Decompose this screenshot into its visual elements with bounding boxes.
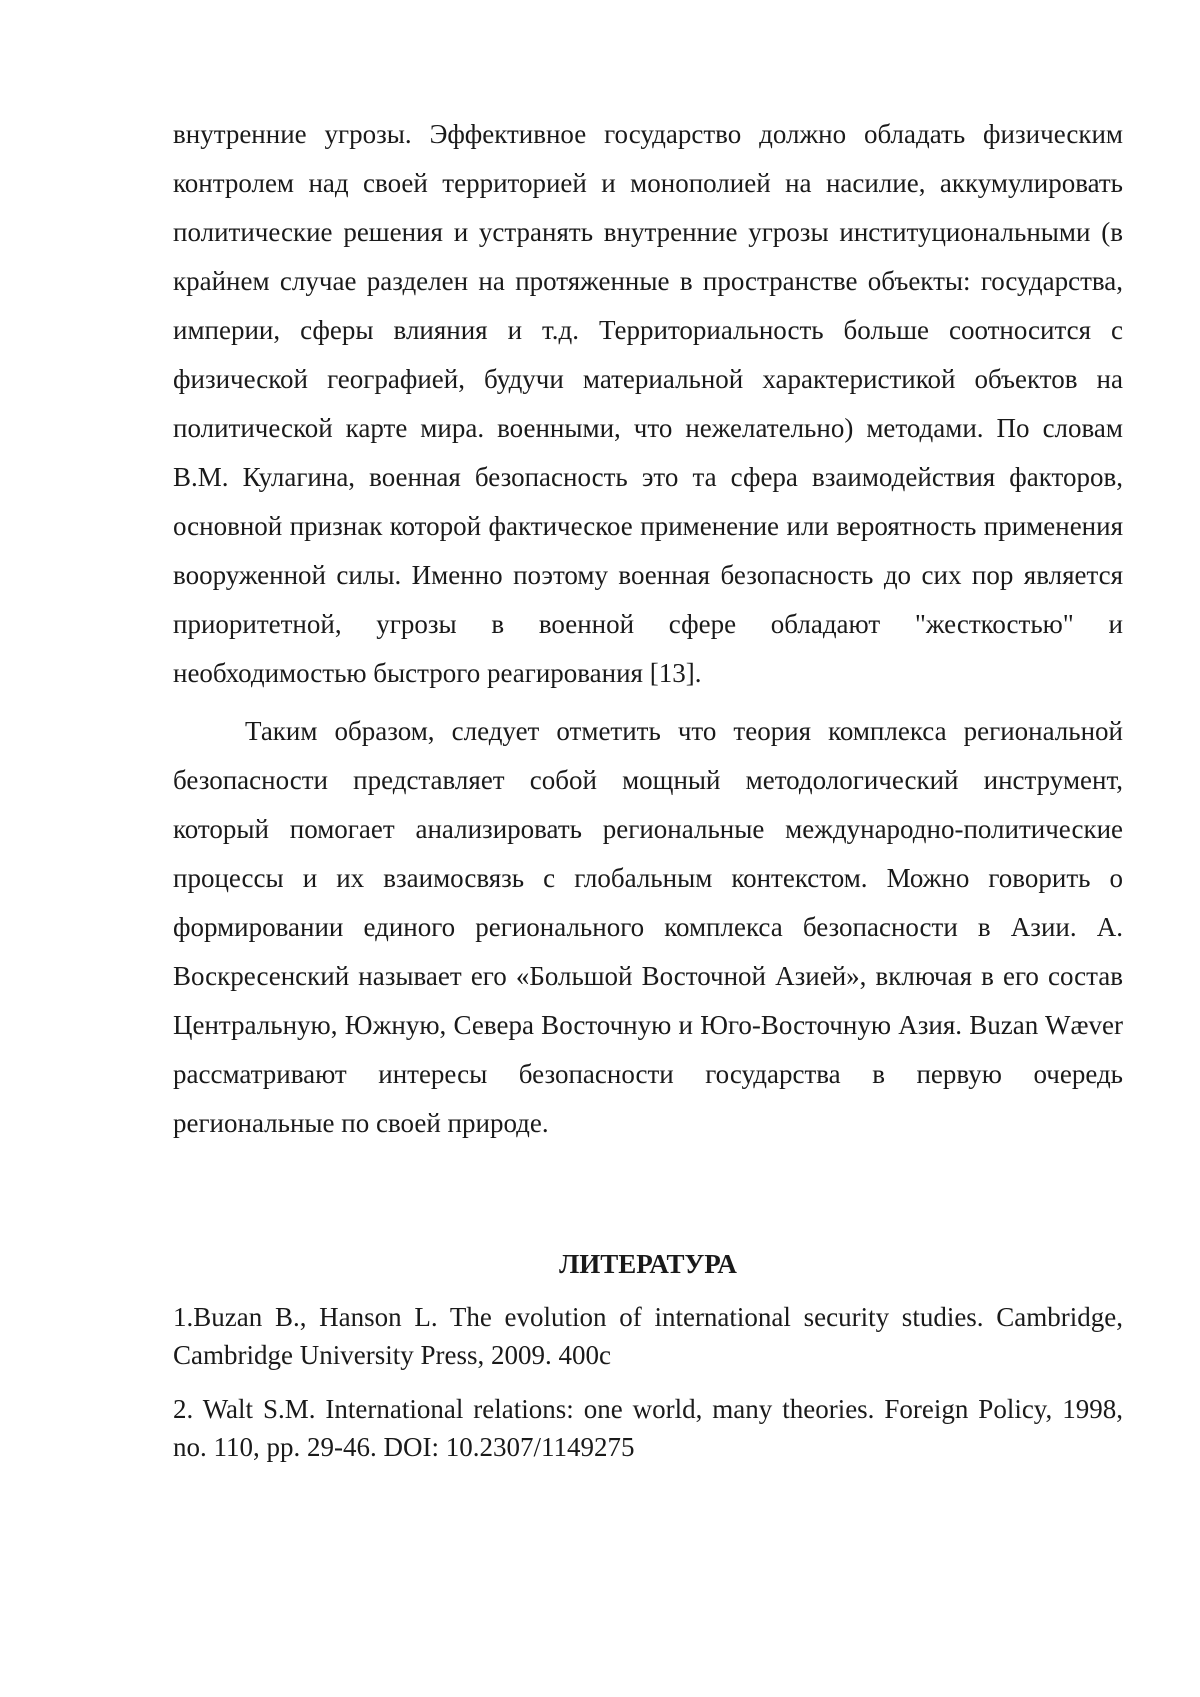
body-paragraph-1: внутренние угрозы. Эффективное государство должно обладать физическим контролем над своей территорией и монополией на насилие, аккумулировать политические решения и устранять внутренние угрозы институциональными (в крайнем случае разделен на протяженные в пространстве объекты: государства, империи, сферы влияния и т.д. Территориальность больше соотносится с физической географией, будучи материальной характеристикой объектов на политической карте мира. военными, что нежелательно) методами. По словам В.М. Кулагина, военная безопасность это та сфера взаимодействия факторов, основной признак которой фактическое применение или вероятность применения вооруженной силы. Именно поэтому военная безопасность до сих пор является приоритетной, угрозы в военной сфере обладают "жесткостью" и необходимостью быстрого реагирования [13]. xyxy=(173,119,1123,688)
reference-item-2: 2. Walt S.M. International relations: one world, many theories. Foreign Policy, 1998, no. 110, pp. 29-46. DOI: 10.2307/1149275 xyxy=(173,1394,1123,1462)
document-page xyxy=(173,110,1123,1482)
references-heading: ЛИТЕРАТУРА xyxy=(559,1249,737,1279)
references-list xyxy=(173,1298,1123,1466)
body-paragraph-2: Таким образом, следует отметить что теория комплекса региональной безопасности представляет собой мощный методологический инструмент, который помогает анализировать региональные международно-политические процессы и их взаимосвязь с глобальным контекстом. Можно говорить о формировании единого регионального комплекса безопасности в Азии. А. Воскресенский называет его «Большой Восточной Азией», включая в его состав Центральную, Южную, Севера Восточную и Юго-Восточную Азия. Buzan Wæver рассматривают интересы безопасности государства в первую очередь региональные по своей природе. xyxy=(173,716,1123,1138)
reference-item-1: 1.Buzan B., Hanson L. The evolution of international security studies. Cambridge, Cambridge University Press, 2009. 400с xyxy=(173,1302,1123,1370)
